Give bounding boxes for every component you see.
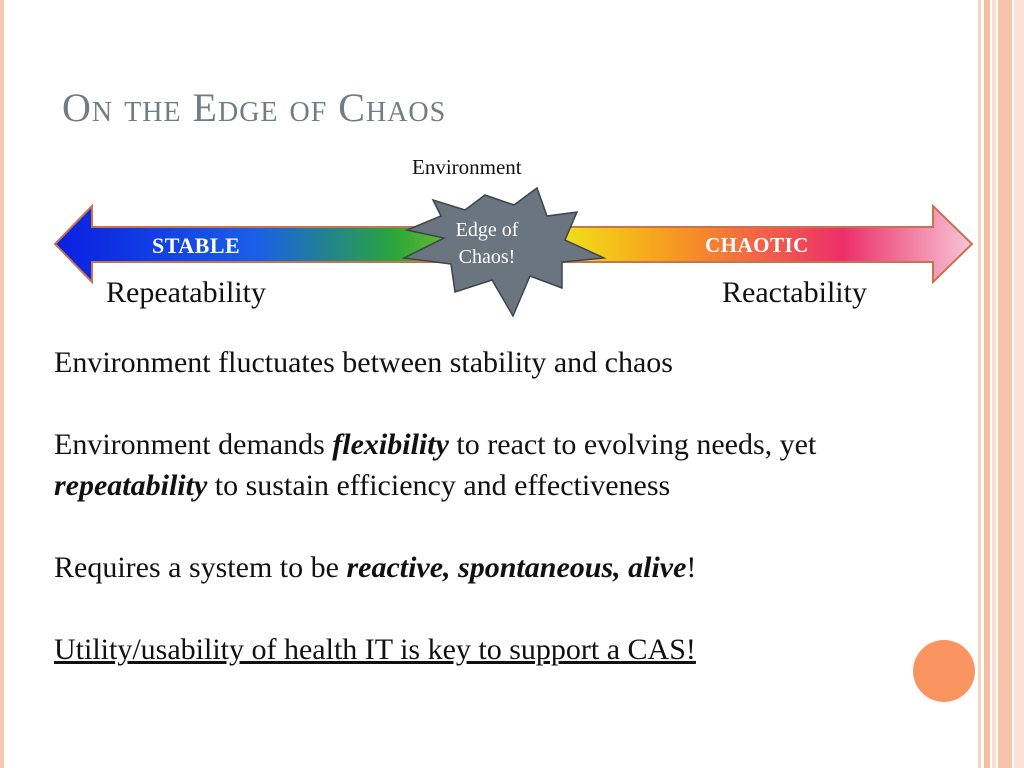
emphasis-reactive: reactive, spontaneous, alive	[346, 551, 687, 584]
emphasis-repeatability: repeatability	[54, 469, 208, 502]
spacer	[54, 588, 934, 629]
bullet-demands	[54, 424, 934, 506]
stable-label: STABLE	[152, 233, 241, 258]
repeatability-label: Repeatability	[106, 276, 266, 309]
spacer	[54, 506, 934, 547]
bullet-requires-pre: Requires a system to be	[54, 551, 347, 584]
edge-of-chaos-diagram	[0, 0, 1024, 330]
utility-underlined: Utility/usability of health IT is key to support a CAS!	[54, 633, 696, 666]
bullet-requires-post: !	[686, 551, 697, 584]
environment-label: Environment	[412, 155, 522, 179]
spacer	[54, 383, 934, 424]
orange-circle-decoration	[913, 640, 975, 702]
reactability-label: Reactability	[722, 276, 867, 309]
bullet-demands-post: to sustain efficiency and effectiveness	[207, 469, 671, 502]
chaotic-label: CHAOTIC	[705, 233, 809, 257]
slide-body	[54, 342, 934, 670]
edge-of-chaos-line1: Edge of	[455, 219, 519, 241]
bullet-fluctuates: Environment fluctuates between stability and chaos	[54, 346, 673, 379]
edge-of-chaos-line2: Chaos!	[458, 246, 516, 268]
emphasis-flexibility: flexibility	[332, 428, 449, 461]
bullet-demands-mid: to react to evolving needs, yet	[448, 428, 817, 461]
bullet-utility	[54, 629, 934, 670]
bullet-requires	[54, 547, 934, 588]
bullet-demands-pre: Environment demands	[54, 428, 333, 461]
slide-title: On the Edge of Chaos	[62, 85, 447, 130]
edge-of-chaos-label	[446, 217, 528, 271]
